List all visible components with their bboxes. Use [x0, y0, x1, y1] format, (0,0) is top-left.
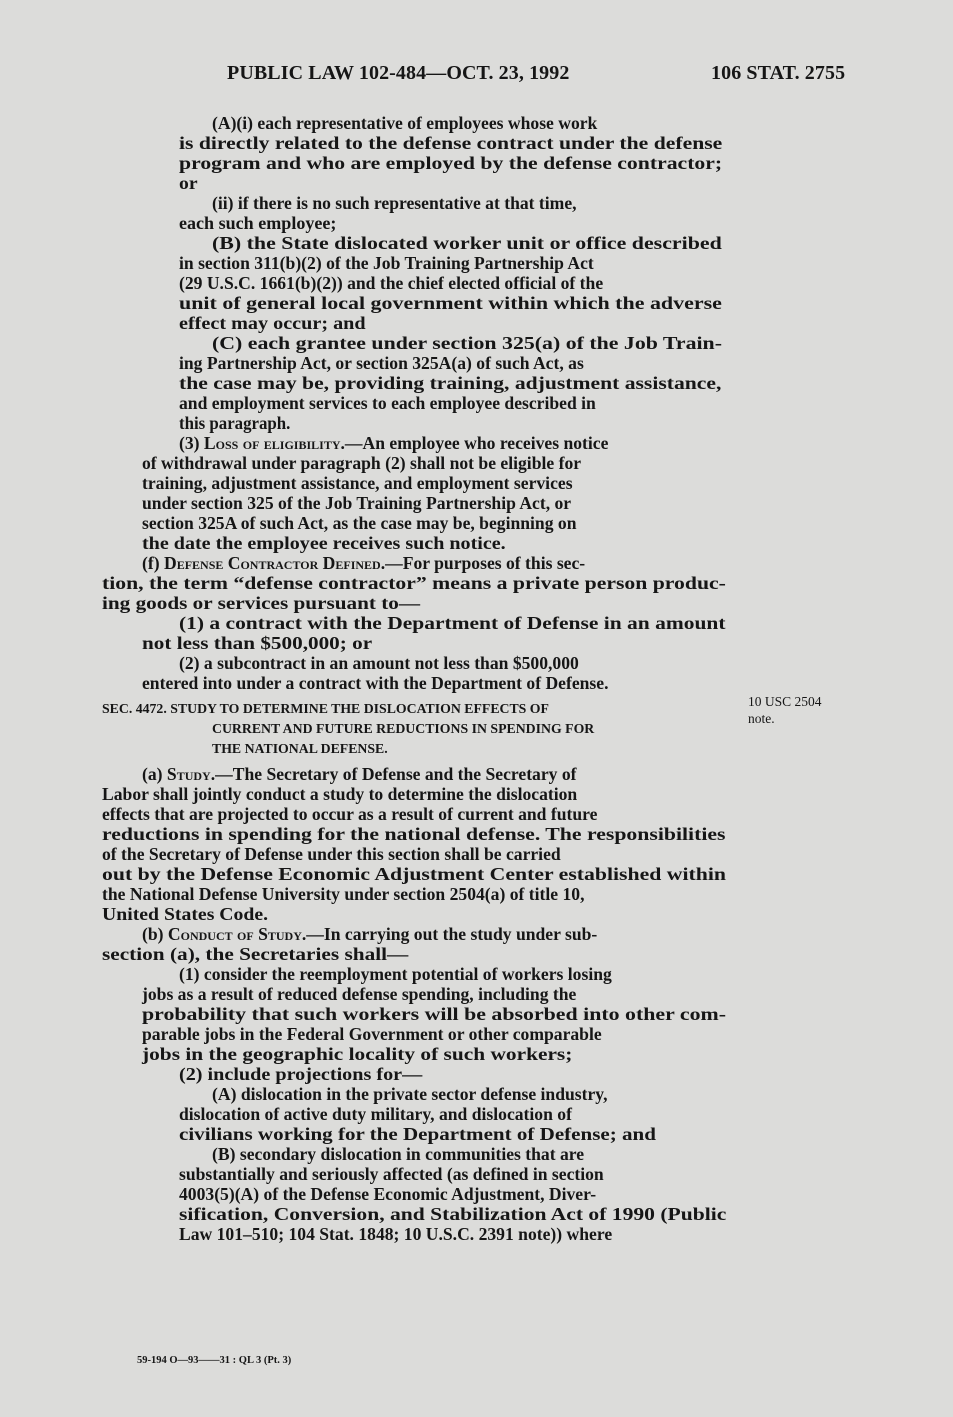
text-line: training, adjustment assistance, and employment services [142, 473, 573, 493]
text-line: or [179, 173, 198, 193]
text-line: section (a), the Secretaries shall— [102, 944, 409, 964]
text-line: the National Defense University under section 2504(a) of title 10, [102, 884, 585, 904]
text-line: ing goods or services pursuant to— [102, 593, 421, 613]
text-line: this paragraph. [179, 413, 291, 433]
text-line: civilians working for the Department of Defense; and [179, 1124, 656, 1144]
text-line: (b) Conduct of Study.—In carrying out the study under sub- [142, 924, 598, 944]
text-line: the case may be, providing training, adjustment assistance, [179, 373, 722, 393]
text-line: tion, the term “defense contractor” means a private person produc- [102, 573, 726, 593]
text-line: parable jobs in the Federal Government or other comparable [142, 1024, 602, 1044]
text-line: (3) Loss of eligibility.—An employee who receives notice [179, 433, 609, 453]
margin-note-citation: 10 USC 2504 [748, 694, 822, 709]
text-line: (1) consider the reemployment potential of workers losing [179, 964, 612, 984]
text-line: dislocation of active duty military, and dislocation of [179, 1104, 572, 1124]
page-header-title: PUBLIC LAW 102-484—OCT. 23, 1992 [227, 62, 570, 84]
text-line: (ii) if there is no such representative at that time, [212, 193, 577, 213]
text-line: section 325A of such Act, as the case may be, beginning on [142, 513, 577, 533]
text-line: (29 U.S.C. 1661(b)(2)) and the chief elected official of the [179, 273, 604, 293]
text-line: United States Code. [102, 904, 269, 924]
text-line: the date the employee receives such notice. [142, 533, 506, 553]
page-header-stat: 106 STAT. 2755 [711, 62, 846, 84]
text-line: Law 101–510; 104 Stat. 1848; 10 U.S.C. 2391 note)) where [179, 1224, 613, 1244]
text-line: (2) include projections for— [179, 1064, 423, 1084]
text-line: program and who are employed by the defense contractor; [179, 153, 723, 173]
text-line: (1) a contract with the Department of Defense in an amount [179, 613, 726, 633]
text-line: (B) secondary dislocation in communities that are [212, 1144, 585, 1164]
text-line: jobs as a result of reduced defense spending, including the [142, 984, 577, 1004]
text-line: (f) Defense Contractor Defined.—For purposes of this sec- [142, 553, 586, 573]
text-line: of withdrawal under paragraph (2) shall not be eligible for [142, 453, 582, 473]
text-line: reductions in spending for the national defense. The responsibilities [102, 824, 726, 844]
text-line: probability that such workers will be absorbed into other com- [142, 1004, 727, 1024]
text-line: not less than $500,000; or [142, 633, 373, 653]
text-line: ing Partnership Act, or section 325A(a) of such Act, as [179, 353, 584, 373]
text-line: effect may occur; and [179, 313, 366, 333]
text-line: (A) dislocation in the private sector defense industry, [212, 1084, 608, 1104]
text-line: out by the Defense Economic Adjustment Center established within [102, 864, 726, 884]
text-line: (B) the State dislocated worker unit or office described [212, 233, 722, 253]
text-line: each such employee; [179, 213, 337, 233]
text-line: of the Secretary of Defense under this section shall be carried [102, 844, 561, 864]
section-heading-line: CURRENT AND FUTURE REDUCTIONS IN SPENDING FOR [212, 721, 595, 736]
text-line: under section 325 of the Job Training Partnership Act, or [142, 493, 572, 513]
text-line: effects that are projected to occur as a result of current and future [102, 804, 598, 824]
page-footer: 59-194 O—93——31 : QL 3 (Pt. 3) [137, 1355, 292, 1366]
text-line: Labor shall jointly conduct a study to determine the dislocation [102, 784, 578, 804]
text-line: and employment services to each employee described in [179, 393, 596, 413]
text-line: is directly related to the defense contract under the defense [179, 133, 723, 153]
text-line: substantially and seriously affected (as defined in section [179, 1164, 604, 1184]
text-line: jobs in the geographic locality of such workers; [142, 1044, 573, 1064]
text-line: (C) each grantee under section 325(a) of the Job Train- [212, 333, 722, 353]
text-line: sification, Conversion, and Stabilization Act of 1990 (Public [179, 1204, 727, 1224]
text-line: in section 311(b)(2) of the Job Training Partnership Act [179, 253, 594, 273]
text-line: (a) Study.—The Secretary of Defense and the Secretary of [142, 764, 577, 784]
text-line: unit of general local government within which the adverse [179, 293, 722, 313]
section-heading-line: SEC. 4472. STUDY TO DETERMINE THE DISLOCATION EFFECTS OF [102, 701, 549, 716]
text-line: entered into under a contract with the Department of Defense. [142, 673, 609, 693]
text-line: (2) a subcontract in an amount not less than $500,000 [179, 653, 579, 673]
section-heading-line: THE NATIONAL DEFENSE. [212, 741, 388, 756]
text-line: 4003(5)(A) of the Defense Economic Adjustment, Diver- [179, 1184, 597, 1204]
margin-note-suffix: note. [748, 711, 775, 726]
text-line: (A)(i) each representative of employees whose work [212, 113, 598, 133]
